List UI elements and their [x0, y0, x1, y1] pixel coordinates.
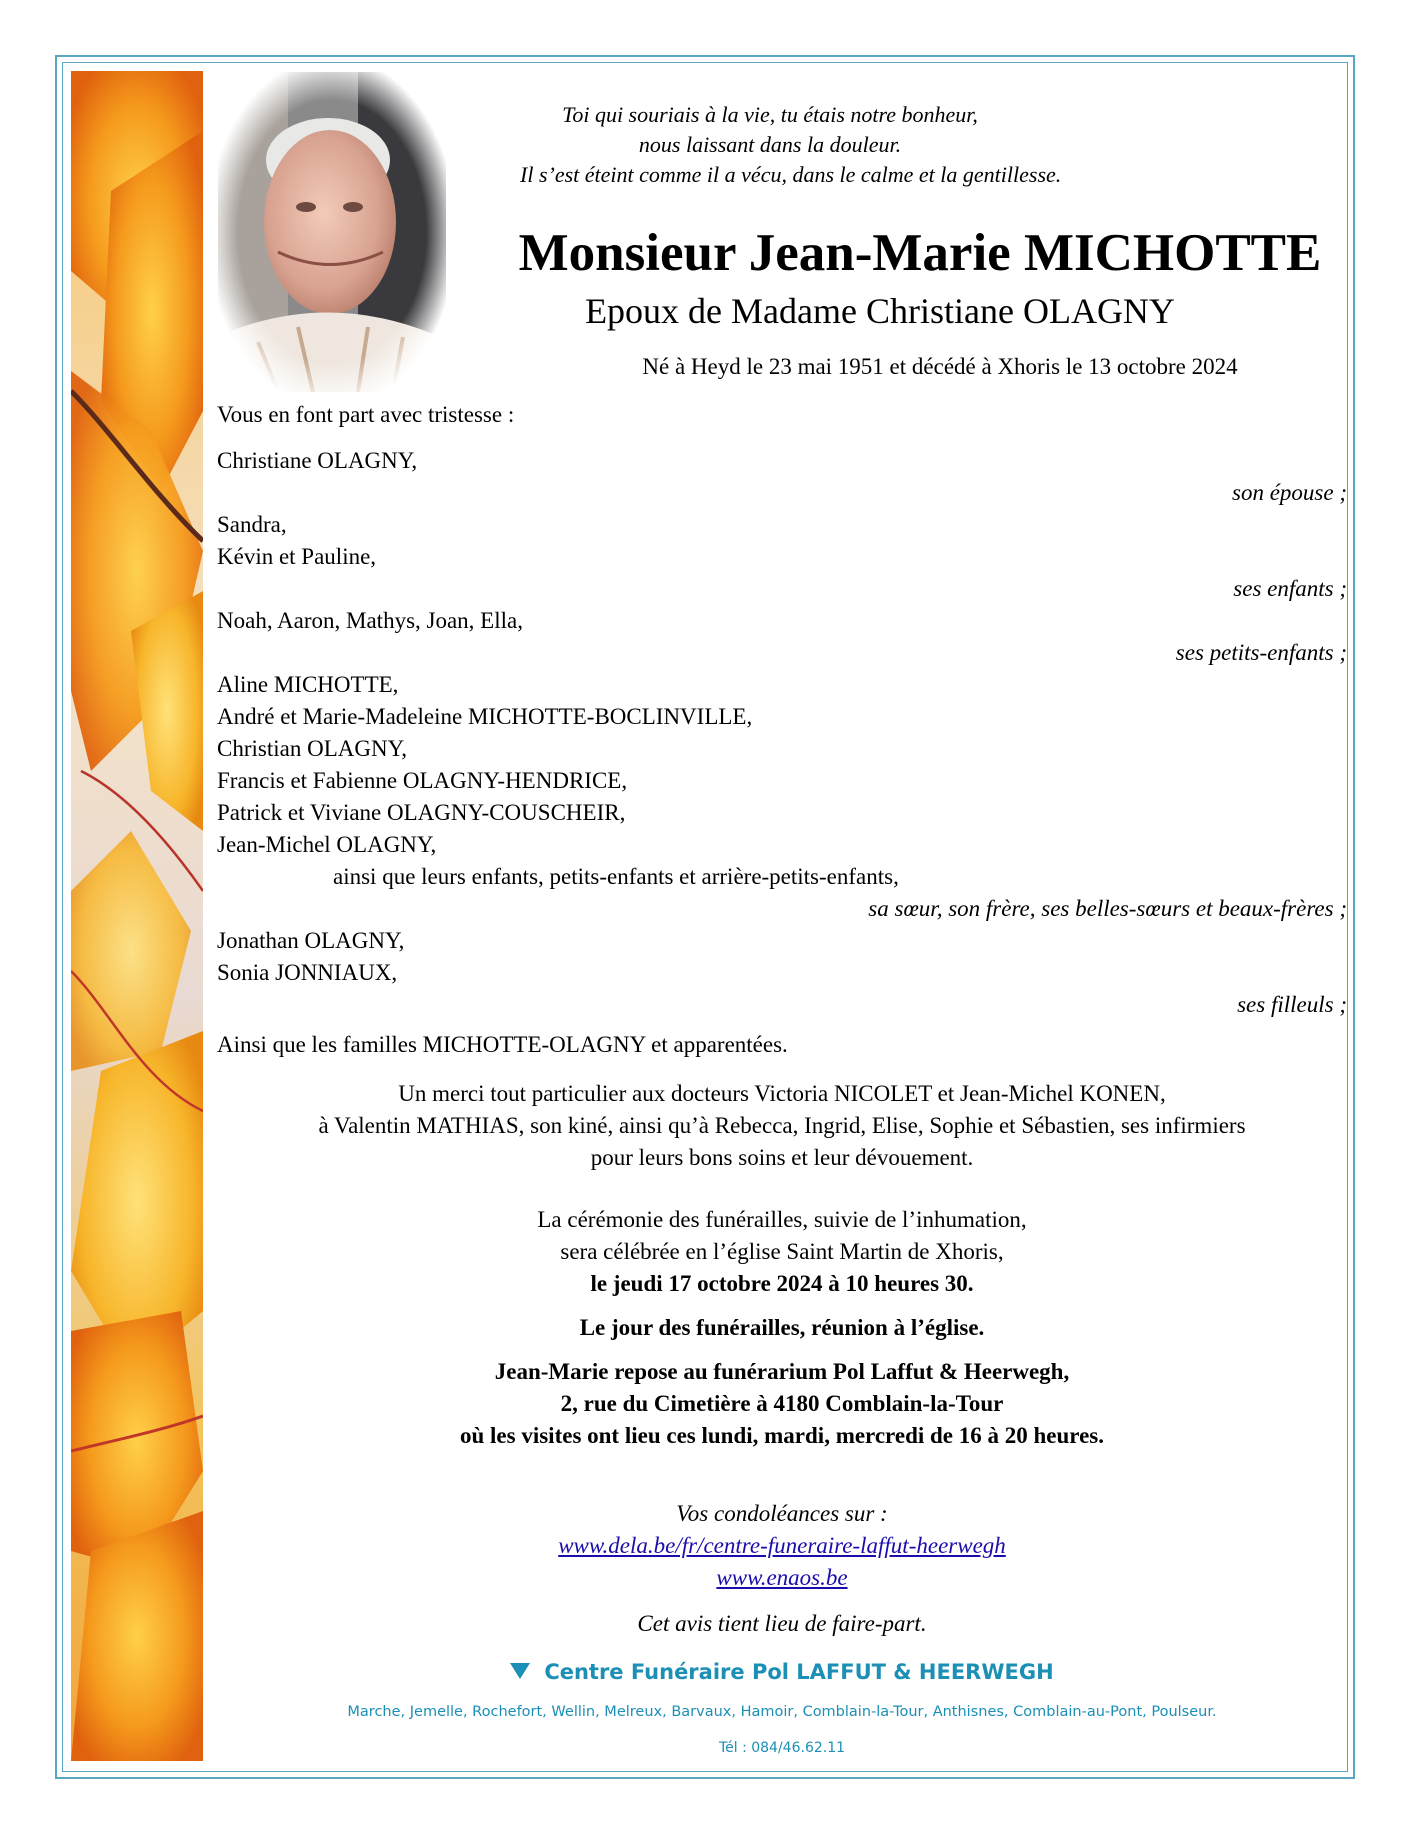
triangle-down-icon — [510, 1663, 530, 1679]
ceremony-date: le jeudi 17 octobre 2024 à 10 heures 30. — [590, 1271, 974, 1296]
relation-label: sa sœur, son frère, ses belles-sœurs et beaux-frères ; — [868, 896, 1347, 921]
brand-name: Centre Funéraire Pol LAFFUT & HEERWEGH — [544, 1660, 1054, 1684]
meeting-note: Le jour des funérailles, réunion à l’église. — [579, 1315, 985, 1340]
godchild-name: Sonia JONNIAUX, — [217, 960, 398, 985]
condolences-label: Vos condoléances sur : — [676, 1501, 888, 1526]
sibling-name: Francis et Fabienne OLAGNY-HENDRICE, — [217, 768, 628, 793]
ceremony-line: sera célébrée en l’église Saint Martin de Xhoris, — [560, 1239, 1004, 1264]
sibling-name: André et Marie-Madeleine MICHOTTE-BOCLINVILLE, — [217, 704, 753, 729]
ceremony-section — [217, 1204, 1347, 1452]
child-name: Sandra, — [217, 512, 287, 537]
spouse-line: Epoux de Madame Christiane OLAGNY — [585, 291, 1175, 331]
relation-label: ses enfants ; — [1233, 576, 1347, 601]
sibling-name: Jean-Michel OLAGNY, — [217, 832, 437, 857]
poem-line: Toi qui souriais à la vie, tu étais notre bonheur, — [562, 102, 978, 127]
rest-line: Jean-Marie repose au funérarium Pol Laffut & Heerwegh, — [494, 1359, 1070, 1384]
faire-part-note: Cet avis tient lieu de faire-part. — [637, 1611, 927, 1636]
portrait-photo — [218, 72, 446, 392]
relation-label: ses petits-enfants ; — [1175, 640, 1347, 665]
thanks-section — [217, 1078, 1347, 1174]
ceremony-line: La cérémonie des funérailles, suivie de l’inhumation, — [537, 1207, 1027, 1232]
autumn-leaves-image — [71, 71, 203, 1761]
families-line: Ainsi que les familles MICHOTTE-OLAGNY et apparentées. — [217, 1032, 788, 1057]
grandchildren-names: Noah, Aaron, Mathys, Joan, Ella, — [217, 608, 523, 633]
birth-death-dates: Né à Heyd le 23 mai 1951 et décédé à Xhoris le 13 octobre 2024 — [642, 354, 1238, 379]
family-announcement — [217, 399, 1347, 1061]
relation-label: ses filleuls ; — [1237, 992, 1347, 1017]
condolences-link[interactable]: www.enaos.be — [716, 1565, 848, 1590]
memorial-poem — [520, 100, 1062, 190]
condolences-link[interactable]: www.dela.be/fr/centre-funeraire-laffut-heerwegh — [558, 1533, 1006, 1558]
condolences-section — [217, 1498, 1347, 1640]
relation-label: son épouse ; — [1232, 480, 1347, 505]
funeral-home-phone: Tél : 084/46.62.11 — [718, 1740, 846, 1756]
announcement-intro: Vous en font part avec tristesse : — [217, 402, 515, 427]
siblings-extra: ainsi que leurs enfants, petits-enfants et arrière-petits-enfants, — [333, 864, 899, 889]
sibling-name: Patrick et Viviane OLAGNY-COUSCHEIR, — [217, 800, 626, 825]
rest-line: où les visites ont lieu ces lundi, mardi, mercredi de 16 à 20 heures. — [460, 1423, 1104, 1448]
deceased-name: Monsieur Jean-Marie MICHOTTE — [518, 224, 1322, 282]
funeral-home-towns: Marche, Jemelle, Rochefort, Wellin, Melreux, Barvaux, Hamoir, Comblain-la-Tour, Anthisnes, Comblain-au-Pont, Poulseur. — [347, 1704, 1217, 1720]
thanks-line: à Valentin MATHIAS, son kiné, ainsi qu’à Rebecca, Ingrid, Elise, Sophie et Sébastien, ses infirmiers — [318, 1113, 1246, 1138]
poem-line: nous laissant dans la douleur. — [638, 132, 902, 157]
child-name: Kévin et Pauline, — [217, 544, 377, 569]
thanks-line: pour leurs bons soins et leur dévouement. — [590, 1145, 974, 1170]
sibling-name: Aline MICHOTTE, — [217, 672, 399, 697]
sibling-name: Christian OLAGNY, — [217, 736, 407, 761]
godchild-name: Jonathan OLAGNY, — [217, 928, 405, 953]
funeral-home-brand — [217, 1660, 1347, 1684]
wife-name: Christiane OLAGNY, — [217, 448, 418, 473]
poem-line: Il s’est éteint comme il a vécu, dans le calme et la gentillesse. — [520, 162, 1062, 187]
rest-line: 2, rue du Cimetière à 4180 Comblain-la-Tour — [560, 1391, 1004, 1416]
thanks-line: Un merci tout particulier aux docteurs Victoria NICOLET et Jean-Michel KONEN, — [398, 1081, 1166, 1106]
